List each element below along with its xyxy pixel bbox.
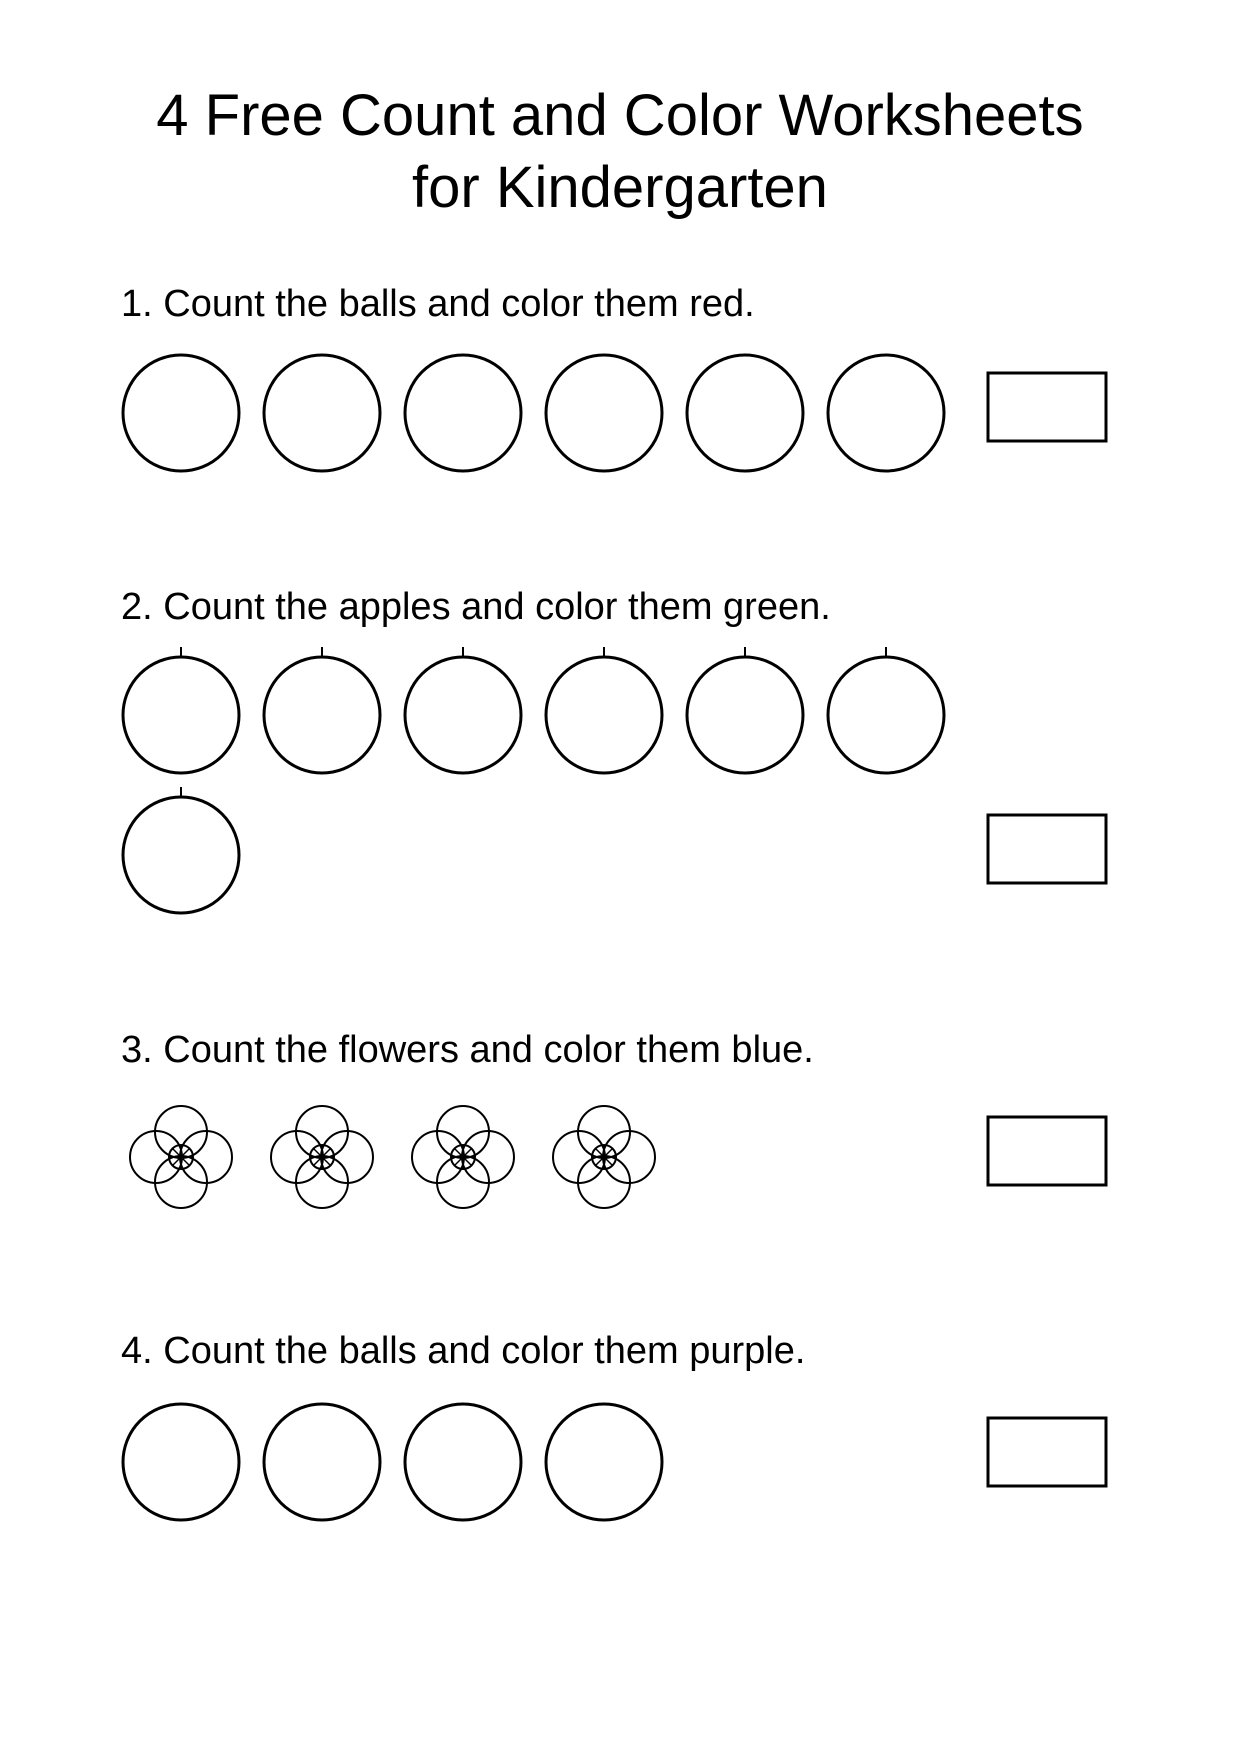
apple-body [123, 657, 239, 773]
ball[interactable] [264, 355, 380, 471]
ball[interactable] [405, 355, 521, 471]
exercise-2-instruction: 2. Count the apples and color them green. [121, 586, 831, 628]
apple-body [828, 657, 944, 773]
apple[interactable] [546, 647, 662, 773]
exercise-3-items [130, 1106, 655, 1208]
exercise-3-instruction: 3. Count the flowers and color them blue. [121, 1029, 814, 1071]
apple-body [123, 797, 239, 913]
apple-body [264, 657, 380, 773]
exercise-4-instruction: 4. Count the balls and color them purple. [121, 1330, 806, 1372]
apple[interactable] [405, 647, 521, 773]
exercise-4-answer-box[interactable] [988, 1418, 1106, 1486]
flower[interactable] [553, 1106, 655, 1208]
ball[interactable] [264, 1404, 380, 1520]
ball[interactable] [546, 355, 662, 471]
apple[interactable] [828, 647, 944, 773]
flower[interactable] [412, 1106, 514, 1208]
ball[interactable] [123, 1404, 239, 1520]
title-line-1: 4 Free Count and Color Worksheets [156, 83, 1084, 148]
exercise-1-instruction: 1. Count the balls and color them red. [121, 283, 755, 325]
apple-body [405, 657, 521, 773]
apple-body [687, 657, 803, 773]
exercise-1-answer-box[interactable] [988, 373, 1106, 441]
exercise-1-items [123, 355, 944, 471]
exercise-4-items [123, 1404, 662, 1520]
flower[interactable] [130, 1106, 232, 1208]
apple[interactable] [687, 647, 803, 773]
ball[interactable] [123, 355, 239, 471]
apple[interactable] [123, 787, 239, 913]
apple[interactable] [123, 647, 239, 773]
ball[interactable] [405, 1404, 521, 1520]
exercise-2-items [123, 647, 944, 913]
title-line-2: for Kindergarten [412, 155, 828, 220]
exercise-3-answer-box[interactable] [988, 1117, 1106, 1185]
exercise-2-answer-box[interactable] [988, 815, 1106, 883]
apple[interactable] [264, 647, 380, 773]
ball[interactable] [828, 355, 944, 471]
apple-body [546, 657, 662, 773]
flower[interactable] [271, 1106, 373, 1208]
ball[interactable] [546, 1404, 662, 1520]
ball[interactable] [687, 355, 803, 471]
